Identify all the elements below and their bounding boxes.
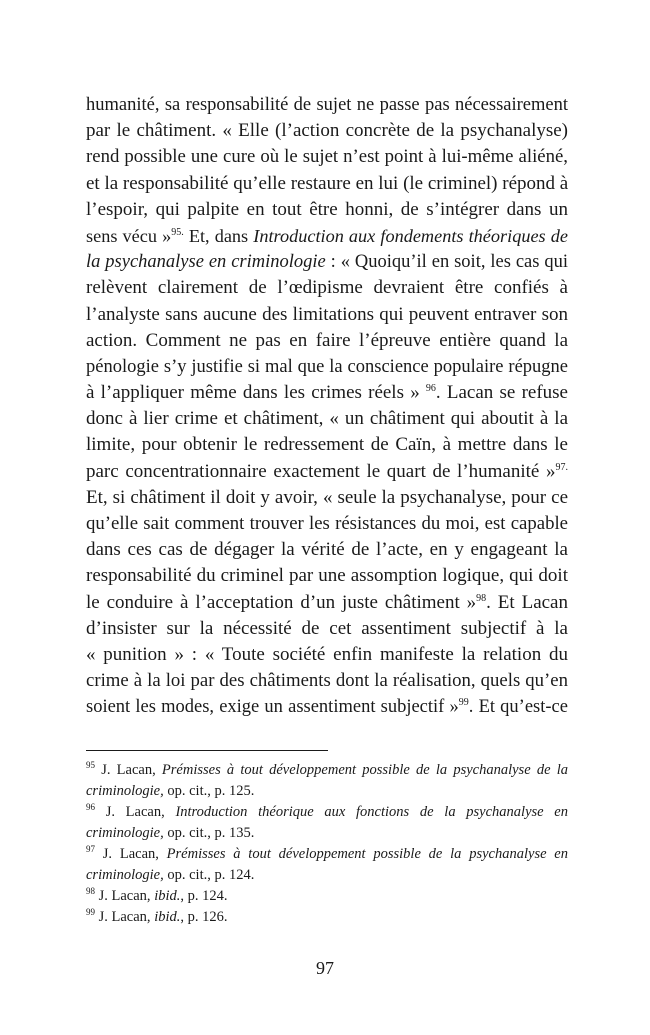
text-line	[86, 590, 568, 616]
text-run: parc concentrationnaire exactement le quart de l’humanité »	[86, 460, 556, 482]
footnote-ref-96: 96	[425, 383, 436, 395]
book-title: criminologie,	[86, 825, 164, 841]
book-title: Prémisses à tout développement possible de la psychanalyse de la	[161, 762, 568, 778]
footnote-number: 96	[86, 802, 95, 812]
text-run: par le châtiment. « Elle (l’action concrète de la psychanalyse)	[86, 120, 568, 142]
footnote-99	[86, 907, 568, 928]
text-run: J. Lacan,	[95, 762, 162, 778]
text-run: rend possible une cure où le sujet n’est point à lui-même aliéné,	[86, 146, 568, 168]
text-run: crime à la loi par des châtiments dont la réalisation, quels qu’en	[86, 670, 568, 692]
text-run: limite, pour obtenir le redressement de Caïn, à mettre dans le	[86, 434, 568, 456]
footnote-number: 95	[86, 760, 95, 770]
footnote-ref-97: 97.	[555, 461, 568, 473]
text-line	[86, 144, 568, 170]
text-run: : « Quoiqu’il en soit, les cas qui	[325, 252, 568, 273]
text-line	[86, 511, 568, 537]
footnote-97-cont	[86, 865, 568, 886]
text-run: , p. 124.	[180, 888, 228, 904]
text-run: relèvent clairement de l’œdipisme devraient être confiés à	[86, 277, 568, 299]
text-line	[86, 642, 568, 668]
text-line	[86, 563, 568, 589]
footnote-97	[86, 844, 568, 865]
text-run: J. Lacan,	[95, 846, 167, 862]
text-line	[86, 249, 568, 275]
text-run: J. Lacan,	[95, 888, 155, 904]
ibid: ibid.	[154, 909, 181, 925]
text-line	[86, 171, 568, 197]
text-line	[86, 118, 568, 144]
footnote-96	[86, 802, 568, 823]
text-run: d’insister sur la nécessité de cet assentiment subjectif à la	[86, 617, 568, 639]
footnote-98	[86, 886, 568, 907]
text-line	[86, 668, 568, 694]
text-run: responsabilité du criminel par une assomption logique, qui doit	[86, 565, 568, 587]
footnote-ref-95: 95.	[171, 226, 184, 238]
text-run: l’analyste sans aucune des limitations qui peuvent entraver son	[86, 303, 568, 325]
text-run: , p. 126.	[180, 909, 228, 925]
footnote-ref-98: 98	[476, 592, 487, 604]
book-title: Introduction aux fondements théoriques de	[253, 225, 568, 246]
text-run: . Lacan se refuse	[435, 382, 568, 404]
footnote-number: 97	[86, 844, 95, 854]
text-run: op. cit., p. 125.	[163, 783, 255, 799]
text-line	[86, 485, 568, 511]
book-title: criminologie,	[86, 867, 164, 883]
text-run: Et, si châtiment il doit y avoir, « seule la psychanalyse, pour ce	[86, 486, 568, 508]
footnote-number: 98	[86, 886, 95, 896]
text-run: . Et Lacan	[486, 591, 568, 613]
text-line	[86, 302, 568, 328]
book-title: la psychanalyse en criminologie	[86, 252, 326, 273]
text-line	[86, 432, 568, 458]
text-run: « punition » : « Toute société enfin manifeste la relation du	[86, 643, 568, 665]
text-line	[86, 406, 568, 432]
text-line	[86, 694, 568, 720]
text-run: . Et qu’est-ce	[468, 697, 568, 718]
footnote-number: 99	[86, 907, 95, 917]
text-run: donc à lier crime et châtiment, « un châtiment qui aboutit à la	[86, 408, 568, 430]
text-line	[86, 197, 568, 223]
text-line	[86, 275, 568, 301]
main-text	[86, 92, 568, 721]
page-number: 97	[316, 958, 334, 978]
text-line	[86, 380, 568, 406]
text-run: J. Lacan,	[95, 804, 176, 820]
text-run: à l’appliquer même dans les crimes réels »	[86, 382, 426, 404]
footnote-95	[86, 760, 568, 781]
text-line	[86, 223, 568, 249]
footnote-96-cont	[86, 823, 568, 844]
text-run: pénologie s’y justifie si mal que la conscience populaire répugne	[86, 356, 568, 377]
footnotes	[86, 760, 568, 928]
text-run: soient les modes, exige un assentiment subjectif »	[86, 697, 459, 718]
footnote-95-cont	[86, 781, 568, 802]
text-run: op. cit., p. 135.	[163, 825, 255, 841]
text-run: action. Comment ne pas en faire l’épreuve entière quand la	[86, 329, 568, 351]
text-run: sens vécu »	[86, 225, 172, 246]
book-title: criminologie,	[86, 783, 164, 799]
text-line	[86, 616, 568, 642]
footnote-divider	[86, 750, 328, 751]
text-line	[86, 537, 568, 563]
text-line	[86, 328, 568, 354]
book-title: Introduction théorique aux fonctions de la psychanalyse en	[175, 804, 568, 820]
text-run: qu’elle sait comment trouver les résistances du moi, est capable	[86, 513, 568, 534]
text-line	[86, 354, 568, 380]
book-title: Prémisses à tout développement possible de la psychanalyse en	[166, 846, 568, 862]
text-run: op. cit., p. 124.	[163, 867, 255, 883]
footnote-ref-99: 99	[458, 697, 469, 709]
text-run: l’espoir, qui palpite en tout être honni, de s’intégrer dans un	[86, 198, 568, 220]
text-line	[86, 459, 568, 485]
ibid: ibid.	[154, 888, 181, 904]
text-run: le conduire à l’acceptation d’un juste châtiment »	[86, 591, 477, 613]
text-run: et la responsabilité qu’elle restaure en lui (le criminel) répond à	[86, 172, 568, 194]
text-run: dans ces cas de dégager la vérité de l’acte, en y engageant la	[86, 539, 568, 561]
text-run: humanité, sa responsabilité de sujet ne passe pas nécessairement	[86, 95, 568, 115]
text-run: Et, dans	[183, 225, 254, 246]
text-run: J. Lacan,	[95, 909, 155, 925]
text-line	[86, 92, 568, 118]
